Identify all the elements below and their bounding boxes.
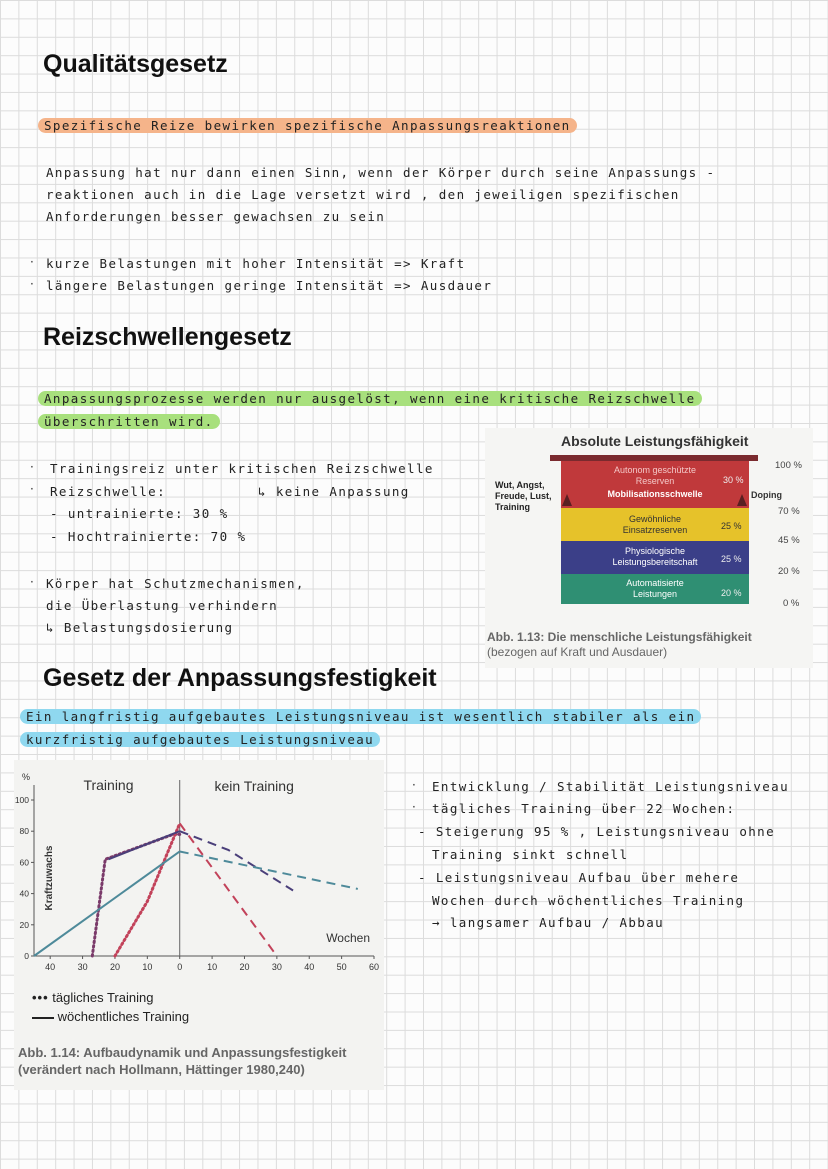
note-sinkt-schnell: Training sinkt schnell [432, 847, 629, 862]
bullet-kraft: kurze Belastungen mit hoher Intensität => Kraft [46, 256, 466, 271]
y-tick-label: 100 [14, 795, 29, 805]
paragraph-line-2: reaktionen auch in die Lage versetzt wird , den jeweiligen spezifischen [46, 187, 680, 202]
note-trainingsreiz: Trainingsreiz unter kritischen Reizschwelle [50, 461, 434, 476]
note-hochtrainierte: - Hochtrainierte: 70 % [50, 529, 247, 544]
doping-label: Doping [751, 490, 782, 500]
bar-label: Mobilisationsschwelle [607, 489, 703, 499]
chart-aufbaudynamik [14, 760, 384, 990]
bullet-dot: · [30, 460, 34, 474]
note-aufbau: - Leistungsniveau Aufbau über mehere [418, 870, 740, 885]
x-tick-label: 60 [368, 962, 380, 972]
arrow-left-up [562, 494, 572, 506]
x-tick-label: 10 [142, 962, 153, 972]
bar-label: Reserven [635, 476, 675, 486]
scale-0: 0 % [783, 598, 800, 609]
bar-pct: 25 % [721, 554, 742, 564]
scale-100: 100 % [775, 460, 802, 471]
bar-pct: 25 % [721, 521, 742, 531]
section-title-anpassungsfestigkeit: Gesetz der Anpassungsfestigkeit [43, 664, 437, 692]
x-tick-label: 30 [271, 962, 282, 972]
x-tick-label: 20 [109, 962, 120, 972]
highlight-text: überschritten wird. [38, 414, 220, 429]
bar-label: Physiologische [624, 546, 686, 556]
scale-70: 70 % [778, 506, 800, 517]
bar-label: Leistungsbereitschaft [612, 557, 698, 567]
region-label-kein-training: kein Training [214, 778, 294, 794]
note-ueberlastung: die Überlastung verhindern [46, 598, 279, 613]
section-title-reizschwellengesetz: Reizschwellengesetz [43, 323, 292, 351]
legend-label: wöchentliches Training [57, 1009, 190, 1024]
note-keine-anpassung: ↳ keine Anpassung [258, 484, 410, 499]
series-line-6 [180, 823, 277, 956]
scale-45: 45 % [778, 535, 800, 546]
bar-label: Autonom geschützte [613, 465, 697, 475]
figure-aufbaudynamik [14, 760, 384, 1090]
legend-item-weekly [32, 1007, 189, 1026]
bar-label: Leistungen [632, 589, 678, 599]
y-tick-label: 20 [19, 919, 29, 930]
solid-marker [32, 1017, 54, 1019]
note-belastungsdosierung: ↳ Belastungsdosierung [46, 620, 234, 635]
figure-caption [487, 630, 752, 660]
highlight-qualitaetsgesetz [38, 118, 577, 133]
y-unit: % [21, 772, 31, 782]
x-tick-label: 40 [45, 962, 56, 972]
series-line-4 [180, 831, 293, 890]
figure-left-label [495, 480, 552, 513]
bar-pct: 30 % [723, 475, 744, 485]
note-steigerung: - Steigerung 95 % , Leistungsniveau ohne [418, 824, 776, 839]
highlight-text: Ein langfristig aufgebautes Leistungsniveau ist wesentlich stabiler als ein [20, 709, 701, 724]
highlight-text: kurzfristig aufgebautes Leistungsniveau [20, 732, 380, 747]
y-tick-label: 80 [19, 826, 29, 837]
bullet-dot: · [30, 575, 34, 589]
section-title-qualitaetsgesetz: Qualitätsgesetz [43, 50, 228, 78]
highlight-reizschwelle-1 [38, 391, 702, 406]
caption-line: Abb. 1.14: Aufbaudynamik und Anpassungsfestigkeit [18, 1045, 347, 1060]
legend [32, 988, 189, 1026]
caption-line: (verändert nach Hollmann, Hättinger 1980,240) [18, 1062, 305, 1077]
caption-line: Abb. 1.13: Die menschliche Leistungsfähigkeit [487, 630, 752, 644]
legend-label: tägliches Training [52, 990, 154, 1005]
left-label-line: Freude, Lust, [495, 491, 552, 501]
x-axis-label: Wochen [326, 931, 371, 945]
x-tick-label: 10 [207, 962, 218, 972]
y-tick-label: 40 [19, 888, 29, 899]
highlight-anpassungsfestigkeit-1 [20, 709, 701, 724]
note-woechentliches: Wochen durch wöchentliches Training [432, 893, 745, 908]
bar-pct: 20 % [721, 588, 742, 598]
caption-line: (bezogen auf Kraft und Ausdauer) [487, 645, 668, 659]
bar-label: Gewöhnliche [628, 514, 682, 524]
highlight-text: Anpassungsprozesse werden nur ausgelöst, wenn eine kritische Reizschwelle [38, 391, 702, 406]
left-label-line: Training [495, 502, 531, 512]
paragraph-line-3: Anforderungen besser gewachsen zu sein [46, 209, 386, 224]
bar-label: Automatisierte [626, 578, 684, 588]
highlight-anpassungsfestigkeit-2 [20, 732, 380, 747]
series-line-5 [180, 851, 358, 888]
figure-title: Absolute Leistungsfähigkeit [561, 433, 749, 449]
y-axis-label: Kraftzuwachs [44, 845, 55, 911]
x-tick-label: 0 [177, 962, 183, 972]
note-langsamer-aufbau: → langsamer Aufbau / Abbau [432, 915, 665, 930]
highlight-reizschwelle-2 [38, 414, 220, 429]
bar-label: Einsatzreserven [622, 525, 688, 535]
bullet-dot: · [30, 482, 34, 496]
x-tick-label: 20 [239, 962, 250, 972]
legend-item-daily [32, 988, 189, 1007]
highlight-text: Spezifische Reize bewirken spezifische Anpassungsreaktionen [38, 118, 577, 133]
paragraph-line-1: Anpassung hat nur dann einen Sinn, wenn der Körper durch seine Anpassungs - [46, 165, 716, 180]
bullet-dot: · [30, 277, 34, 291]
series-line-2 [108, 831, 179, 859]
y-tick-label: 0 [24, 951, 29, 961]
y-tick-label: 60 [19, 857, 29, 868]
note-reizschwelle: Reizschwelle: [50, 484, 167, 499]
scale-20: 20 % [778, 566, 800, 577]
dotted-marker: ••• [32, 990, 49, 1005]
note-taegliches-training: tägliches Training über 22 Wochen: [432, 801, 736, 816]
x-tick-label: 50 [336, 962, 347, 972]
bullet-dot: · [30, 255, 34, 269]
note-untrainierte: - untrainierte: 30 % [50, 506, 229, 521]
arrow-right-up [737, 494, 747, 506]
series-line-3 [34, 851, 180, 956]
bar-autonom-reserven [561, 461, 749, 508]
x-tick-label: 30 [77, 962, 88, 972]
note-schutzmechanismen: Körper hat Schutzmechanismen, [46, 576, 305, 591]
bullet-ausdauer: längere Belastungen geringe Intensität => Ausdauer [46, 278, 493, 293]
figure-leistungsfaehigkeit [485, 428, 813, 668]
region-label-training: Training [83, 777, 134, 793]
x-tick-label: 40 [304, 962, 315, 972]
left-label-line: Wut, Angst, [495, 480, 545, 490]
chart-caption [18, 1044, 346, 1078]
note-entwicklung: Entwicklung / Stabilität Leistungsniveau [432, 779, 790, 794]
bullet-dot: · [412, 800, 416, 814]
bullet-dot: · [412, 778, 416, 792]
